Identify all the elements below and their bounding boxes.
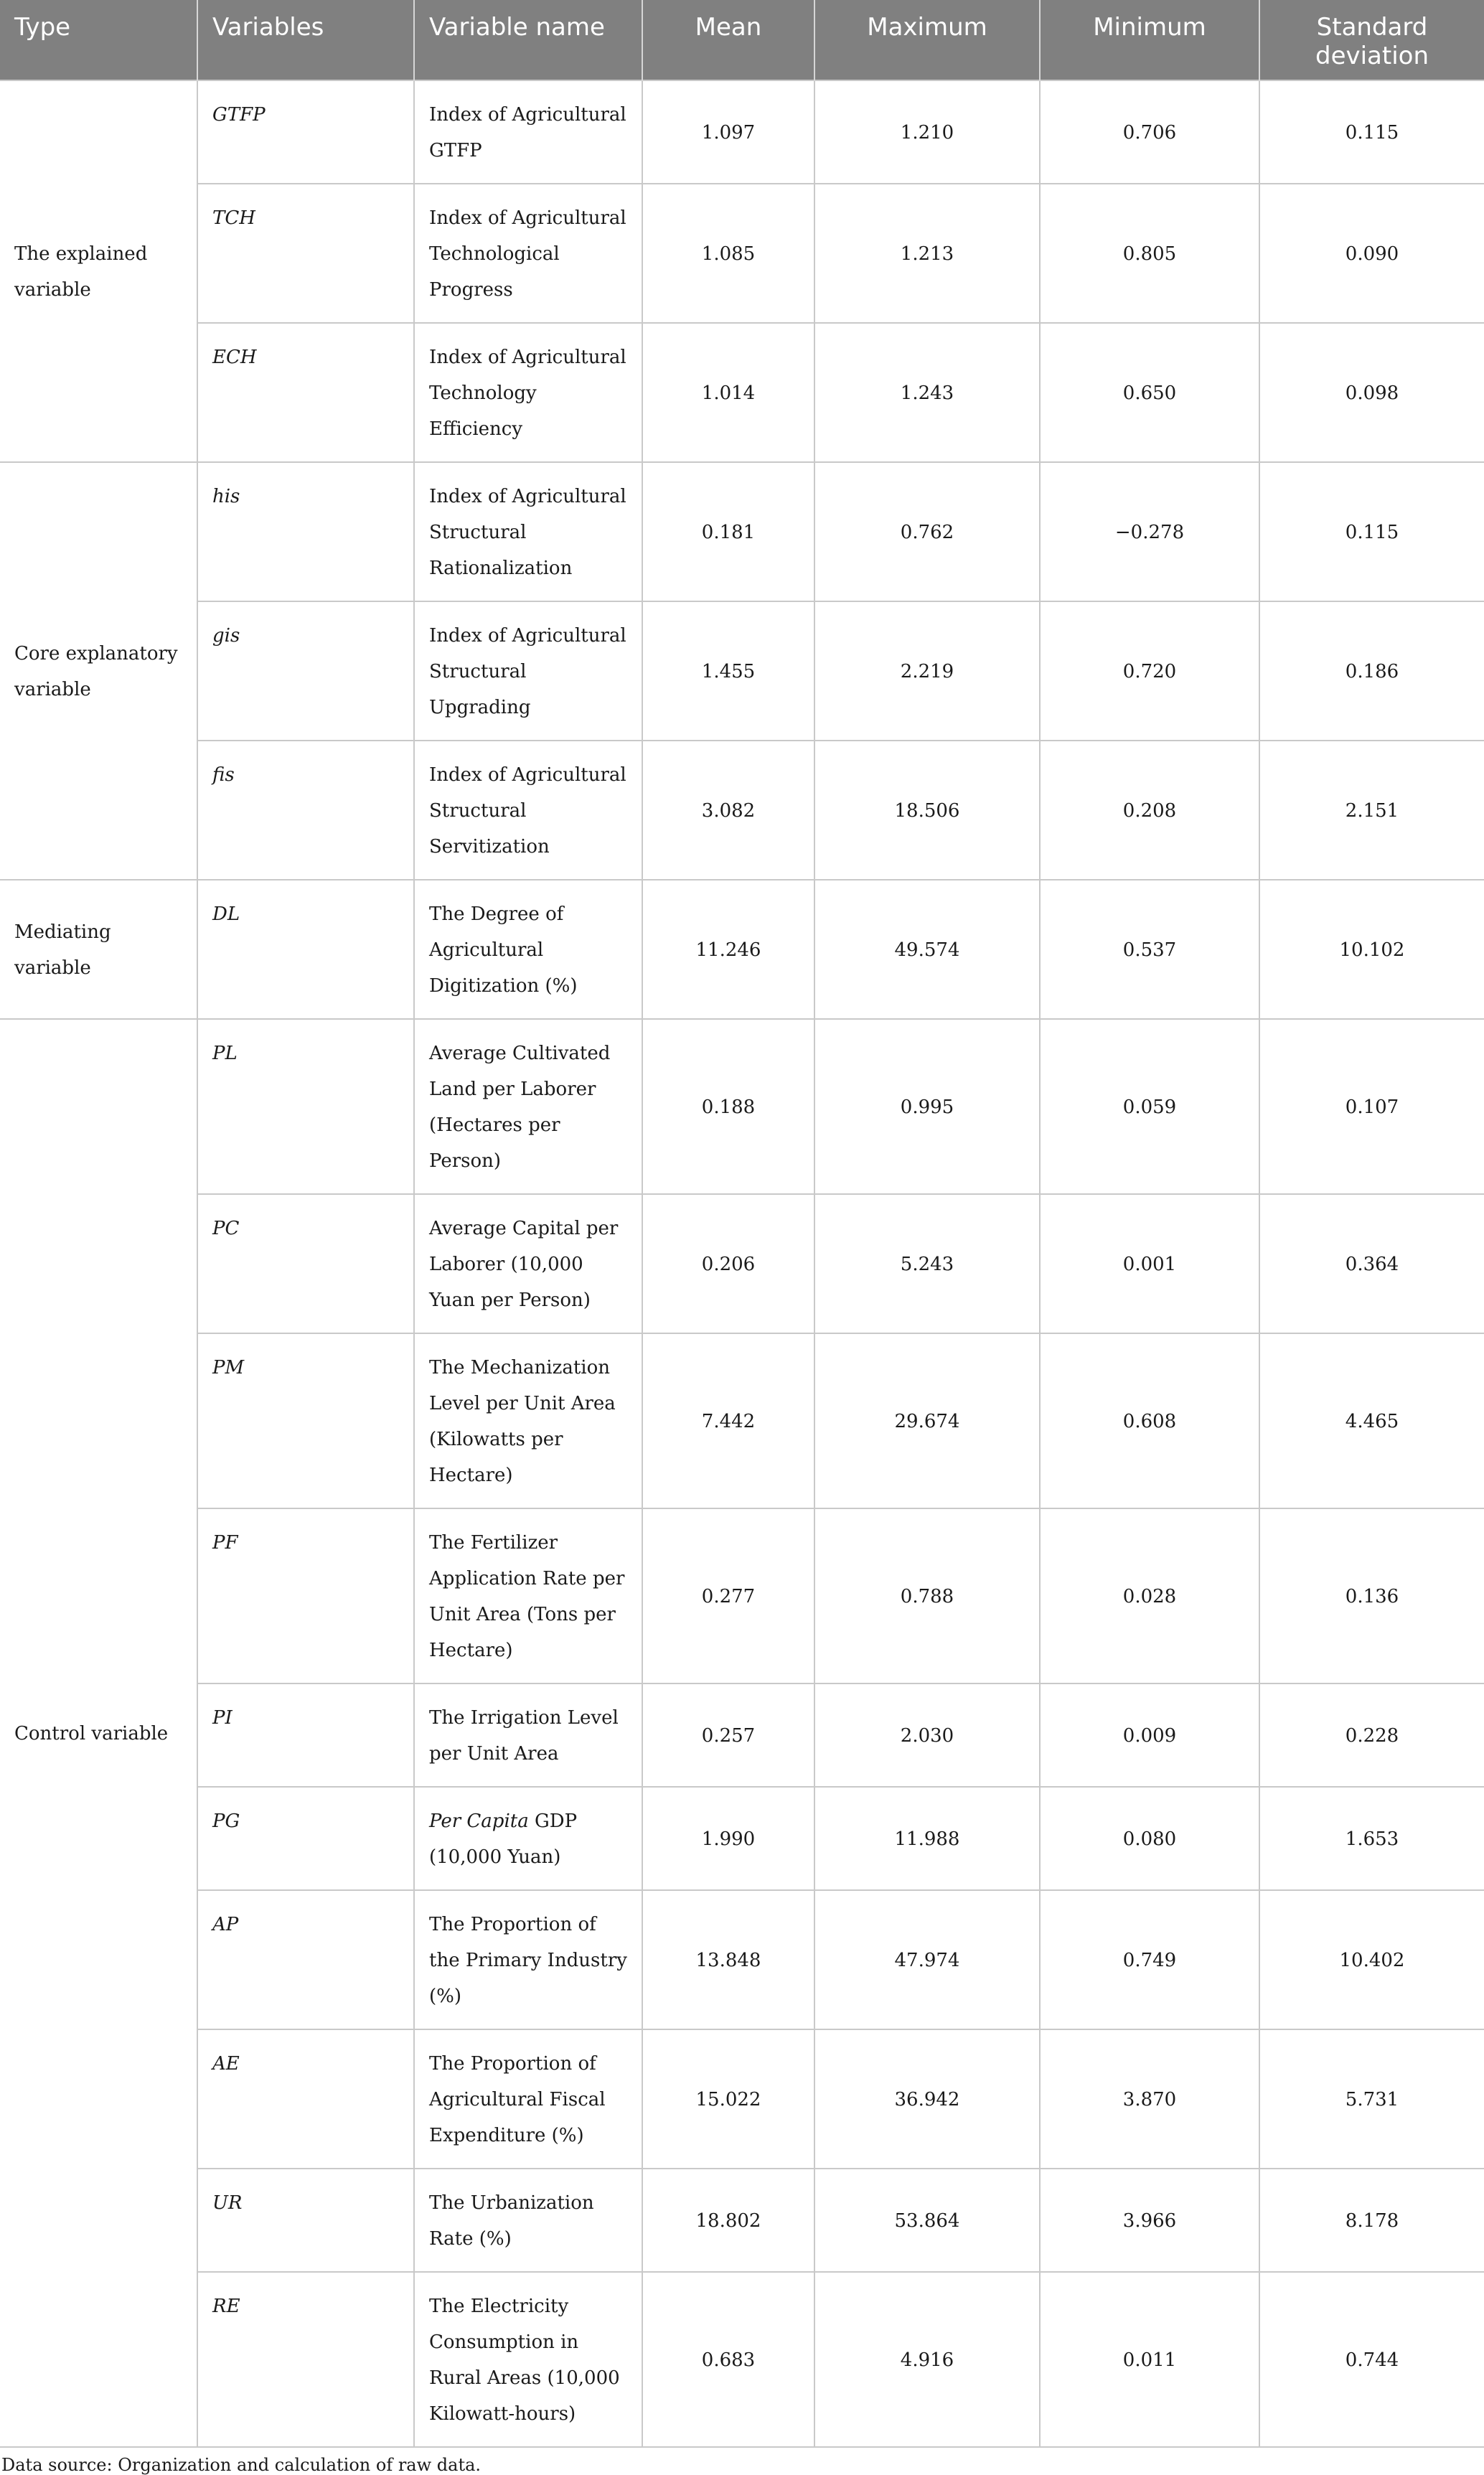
variable-cell: PC <box>197 1194 414 1333</box>
variable-cell: fis <box>197 741 414 880</box>
maximum-cell: 2.219 <box>814 601 1040 741</box>
variable-cell: AE <box>197 2029 414 2169</box>
variable-name-cell: Index of Agricultural Technology Efficiency <box>414 323 642 462</box>
minimum-cell: 0.720 <box>1040 601 1259 741</box>
variable-name-cell: Average Cultivated Land per Laborer (Hectares per Person) <box>414 1019 642 1194</box>
maximum-cell: 0.995 <box>814 1019 1040 1194</box>
variable-name-cell: Index of Agricultural Structural Servitization <box>414 741 642 880</box>
variable-name-cell: Index of Agricultural Technological Progress <box>414 184 642 323</box>
maximum-cell: 18.506 <box>814 741 1040 880</box>
variable-cell: AP <box>197 1890 414 2029</box>
table-body <box>0 80 1484 2447</box>
sd-cell: 5.731 <box>1259 2029 1484 2169</box>
table-row <box>0 1508 1484 1683</box>
minimum-cell: 0.028 <box>1040 1508 1259 1683</box>
mean-cell: 1.990 <box>642 1787 814 1890</box>
mean-cell: 0.277 <box>642 1508 814 1683</box>
variable-cell: gis <box>197 601 414 741</box>
mean-cell: 1.085 <box>642 184 814 323</box>
table-row <box>0 462 1484 601</box>
maximum-cell: 1.243 <box>814 323 1040 462</box>
sd-cell: 0.186 <box>1259 601 1484 741</box>
variable-name-italic: Per Capita <box>429 1811 529 1832</box>
table-row <box>0 1683 1484 1787</box>
variable-cell: DL <box>197 880 414 1019</box>
sd-cell: 1.653 <box>1259 1787 1484 1890</box>
variable-cell: ECH <box>197 323 414 462</box>
sd-cell: 10.102 <box>1259 880 1484 1019</box>
minimum-cell: 3.966 <box>1040 2169 1259 2272</box>
minimum-cell: 0.059 <box>1040 1019 1259 1194</box>
minimum-cell: 0.011 <box>1040 2272 1259 2447</box>
sd-cell: 2.151 <box>1259 741 1484 880</box>
maximum-cell: 36.942 <box>814 2029 1040 2169</box>
mean-cell: 13.848 <box>642 1890 814 2029</box>
header-minimum: Minimum <box>1040 0 1259 80</box>
variable-name-cell: The Degree of Agricultural Digitization (%) <box>414 880 642 1019</box>
header-type: Type <box>0 0 197 80</box>
sd-cell: 0.107 <box>1259 1019 1484 1194</box>
table-row <box>0 601 1484 741</box>
sd-cell: 0.090 <box>1259 184 1484 323</box>
table-row <box>0 741 1484 880</box>
header-standard-deviation: Standard deviation <box>1259 0 1484 80</box>
table-row <box>0 184 1484 323</box>
table-row <box>0 1787 1484 1890</box>
minimum-cell: 0.208 <box>1040 741 1259 880</box>
type-cell: Mediating variable <box>0 880 197 1019</box>
minimum-cell: 0.805 <box>1040 184 1259 323</box>
mean-cell: 15.022 <box>642 2029 814 2169</box>
type-cell: The explained variable <box>0 80 197 462</box>
mean-cell: 1.014 <box>642 323 814 462</box>
minimum-cell: 0.001 <box>1040 1194 1259 1333</box>
minimum-cell: 0.080 <box>1040 1787 1259 1890</box>
table-row <box>0 2272 1484 2447</box>
minimum-cell: 0.749 <box>1040 1890 1259 2029</box>
header-maximum: Maximum <box>814 0 1040 80</box>
minimum-cell: 0.650 <box>1040 323 1259 462</box>
variable-cell: UR <box>197 2169 414 2272</box>
sd-cell: 8.178 <box>1259 2169 1484 2272</box>
table-row <box>0 2029 1484 2169</box>
sd-cell: 4.465 <box>1259 1333 1484 1508</box>
variable-cell: PG <box>197 1787 414 1890</box>
minimum-cell: 0.009 <box>1040 1683 1259 1787</box>
mean-cell: 0.206 <box>642 1194 814 1333</box>
type-cell: Control variable <box>0 1019 197 2447</box>
variable-cell: RE <box>197 2272 414 2447</box>
mean-cell: 0.188 <box>642 1019 814 1194</box>
sd-cell: 0.136 <box>1259 1508 1484 1683</box>
variable-cell: GTFP <box>197 80 414 184</box>
type-cell: Core explanatory variable <box>0 462 197 880</box>
table-row <box>0 323 1484 462</box>
sd-cell: 0.364 <box>1259 1194 1484 1333</box>
minimum-cell: 0.608 <box>1040 1333 1259 1508</box>
maximum-cell: 53.864 <box>814 2169 1040 2272</box>
variable-cell: PL <box>197 1019 414 1194</box>
header-row <box>0 0 1484 80</box>
sd-cell: 0.115 <box>1259 80 1484 184</box>
table-row <box>0 1890 1484 2029</box>
maximum-cell: 47.974 <box>814 1890 1040 2029</box>
variable-name-cell <box>414 1787 642 1890</box>
data-source-note: Data source: Organization and calculation of raw data. <box>1 2455 482 2475</box>
minimum-cell: 0.537 <box>1040 880 1259 1019</box>
sd-cell: 0.228 <box>1259 1683 1484 1787</box>
variable-name-rest: GDP (10,000 Yuan) <box>429 1811 578 1868</box>
maximum-cell: 29.674 <box>814 1333 1040 1508</box>
sd-cell: 0.744 <box>1259 2272 1484 2447</box>
maximum-cell: 49.574 <box>814 880 1040 1019</box>
variable-name-cell: The Fertilizer Application Rate per Unit Area (Tons per Hectare) <box>414 1508 642 1683</box>
table-row <box>0 1019 1484 1194</box>
header-mean: Mean <box>642 0 814 80</box>
minimum-cell: 0.706 <box>1040 80 1259 184</box>
maximum-cell: 1.210 <box>814 80 1040 184</box>
variable-name-cell: The Irrigation Level per Unit Area <box>414 1683 642 1787</box>
mean-cell: 1.097 <box>642 80 814 184</box>
variable-cell: TCH <box>197 184 414 323</box>
variable-name-cell: The Mechanization Level per Unit Area (Kilowatts per Hectare) <box>414 1333 642 1508</box>
sd-cell: 10.402 <box>1259 1890 1484 2029</box>
sd-cell: 0.098 <box>1259 323 1484 462</box>
table-row <box>0 80 1484 184</box>
maximum-cell: 5.243 <box>814 1194 1040 1333</box>
mean-cell: 18.802 <box>642 2169 814 2272</box>
variable-name-cell: The Urbanization Rate (%) <box>414 2169 642 2272</box>
mean-cell: 0.683 <box>642 2272 814 2447</box>
mean-cell: 0.181 <box>642 462 814 601</box>
mean-cell: 3.082 <box>642 741 814 880</box>
maximum-cell: 0.762 <box>814 462 1040 601</box>
variable-name-cell: The Proportion of the Primary Industry (%) <box>414 1890 642 2029</box>
mean-cell: 11.246 <box>642 880 814 1019</box>
minimum-cell: 3.870 <box>1040 2029 1259 2169</box>
table-header <box>0 0 1484 80</box>
maximum-cell: 1.213 <box>814 184 1040 323</box>
table-row <box>0 1333 1484 1508</box>
variable-name-cell: The Electricity Consumption in Rural Areas (10,000 Kilowatt-hours) <box>414 2272 642 2447</box>
variable-name-cell: Index of Agricultural Structural Rationalization <box>414 462 642 601</box>
mean-cell: 7.442 <box>642 1333 814 1508</box>
variable-cell: PF <box>197 1508 414 1683</box>
variable-cell: his <box>197 462 414 601</box>
variable-name-cell: The Proportion of Agricultural Fiscal Expenditure (%) <box>414 2029 642 2169</box>
maximum-cell: 0.788 <box>814 1508 1040 1683</box>
variable-cell: PI <box>197 1683 414 1787</box>
table-row <box>0 2169 1484 2272</box>
mean-cell: 0.257 <box>642 1683 814 1787</box>
maximum-cell: 4.916 <box>814 2272 1040 2447</box>
maximum-cell: 11.988 <box>814 1787 1040 1890</box>
variable-cell: PM <box>197 1333 414 1508</box>
table-row <box>0 1194 1484 1333</box>
variable-name-cell: Index of Agricultural GTFP <box>414 80 642 184</box>
header-variable-name: Variable name <box>414 0 642 80</box>
sd-cell: 0.115 <box>1259 462 1484 601</box>
header-variables: Variables <box>197 0 414 80</box>
mean-cell: 1.455 <box>642 601 814 741</box>
minimum-cell: −0.278 <box>1040 462 1259 601</box>
table-row <box>0 880 1484 1019</box>
maximum-cell: 2.030 <box>814 1683 1040 1787</box>
variable-name-cell: Average Capital per Laborer (10,000 Yuan per Person) <box>414 1194 642 1333</box>
variable-name-cell: Index of Agricultural Structural Upgrading <box>414 601 642 741</box>
